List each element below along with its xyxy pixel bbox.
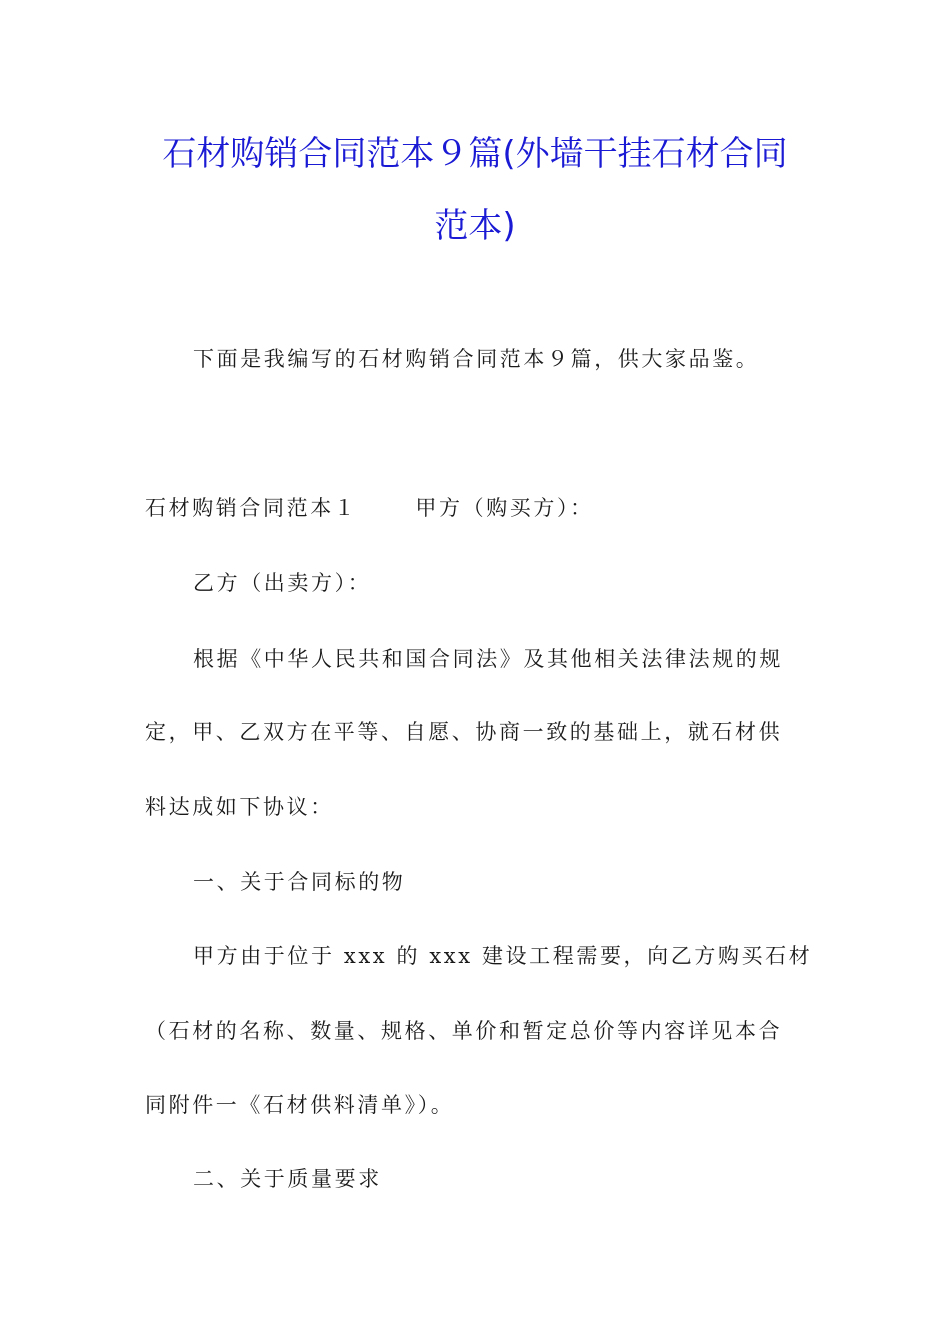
section-1-heading: 石材购销合同范本１: [145, 496, 358, 520]
document-title-line-2: 范本): [434, 206, 516, 246]
basis-paragraph-line-1: 根据《中华人民共和国合同法》及其他相关法律法规的规: [193, 647, 783, 671]
basis-paragraph-line-2: 定，甲、乙双方在平等、自愿、协商一致的基础上，就石材供: [145, 720, 783, 744]
section-1-header-line: [145, 498, 810, 519]
clause-1-line-2: （石材的名称、数量、规格、单价和暂定总价等内容详见本合: [145, 1019, 783, 1043]
party-a-label: 甲方（购买方）：: [415, 496, 594, 520]
basis-paragraph-line-3: 料达成如下协议：: [145, 795, 334, 819]
clause-1-line-3: 同附件一《石材供料清单》）。: [145, 1093, 455, 1117]
clause-1-line-1: 甲方由于位于 xxx 的 xxx 建设工程需要，向乙方购买石材: [193, 944, 813, 968]
clause-2-heading: 二、关于质量要求: [193, 1167, 382, 1191]
party-b-label: 乙方（出卖方）：: [193, 571, 372, 595]
clause-1-heading: 一、关于合同标的物: [193, 870, 406, 894]
document-title-line-1: 石材购销合同范本９篇(外墙干挂石材合同: [162, 134, 788, 174]
intro-paragraph: 下面是我编写的石材购销合同范本９篇，供大家品鉴。: [193, 347, 760, 371]
